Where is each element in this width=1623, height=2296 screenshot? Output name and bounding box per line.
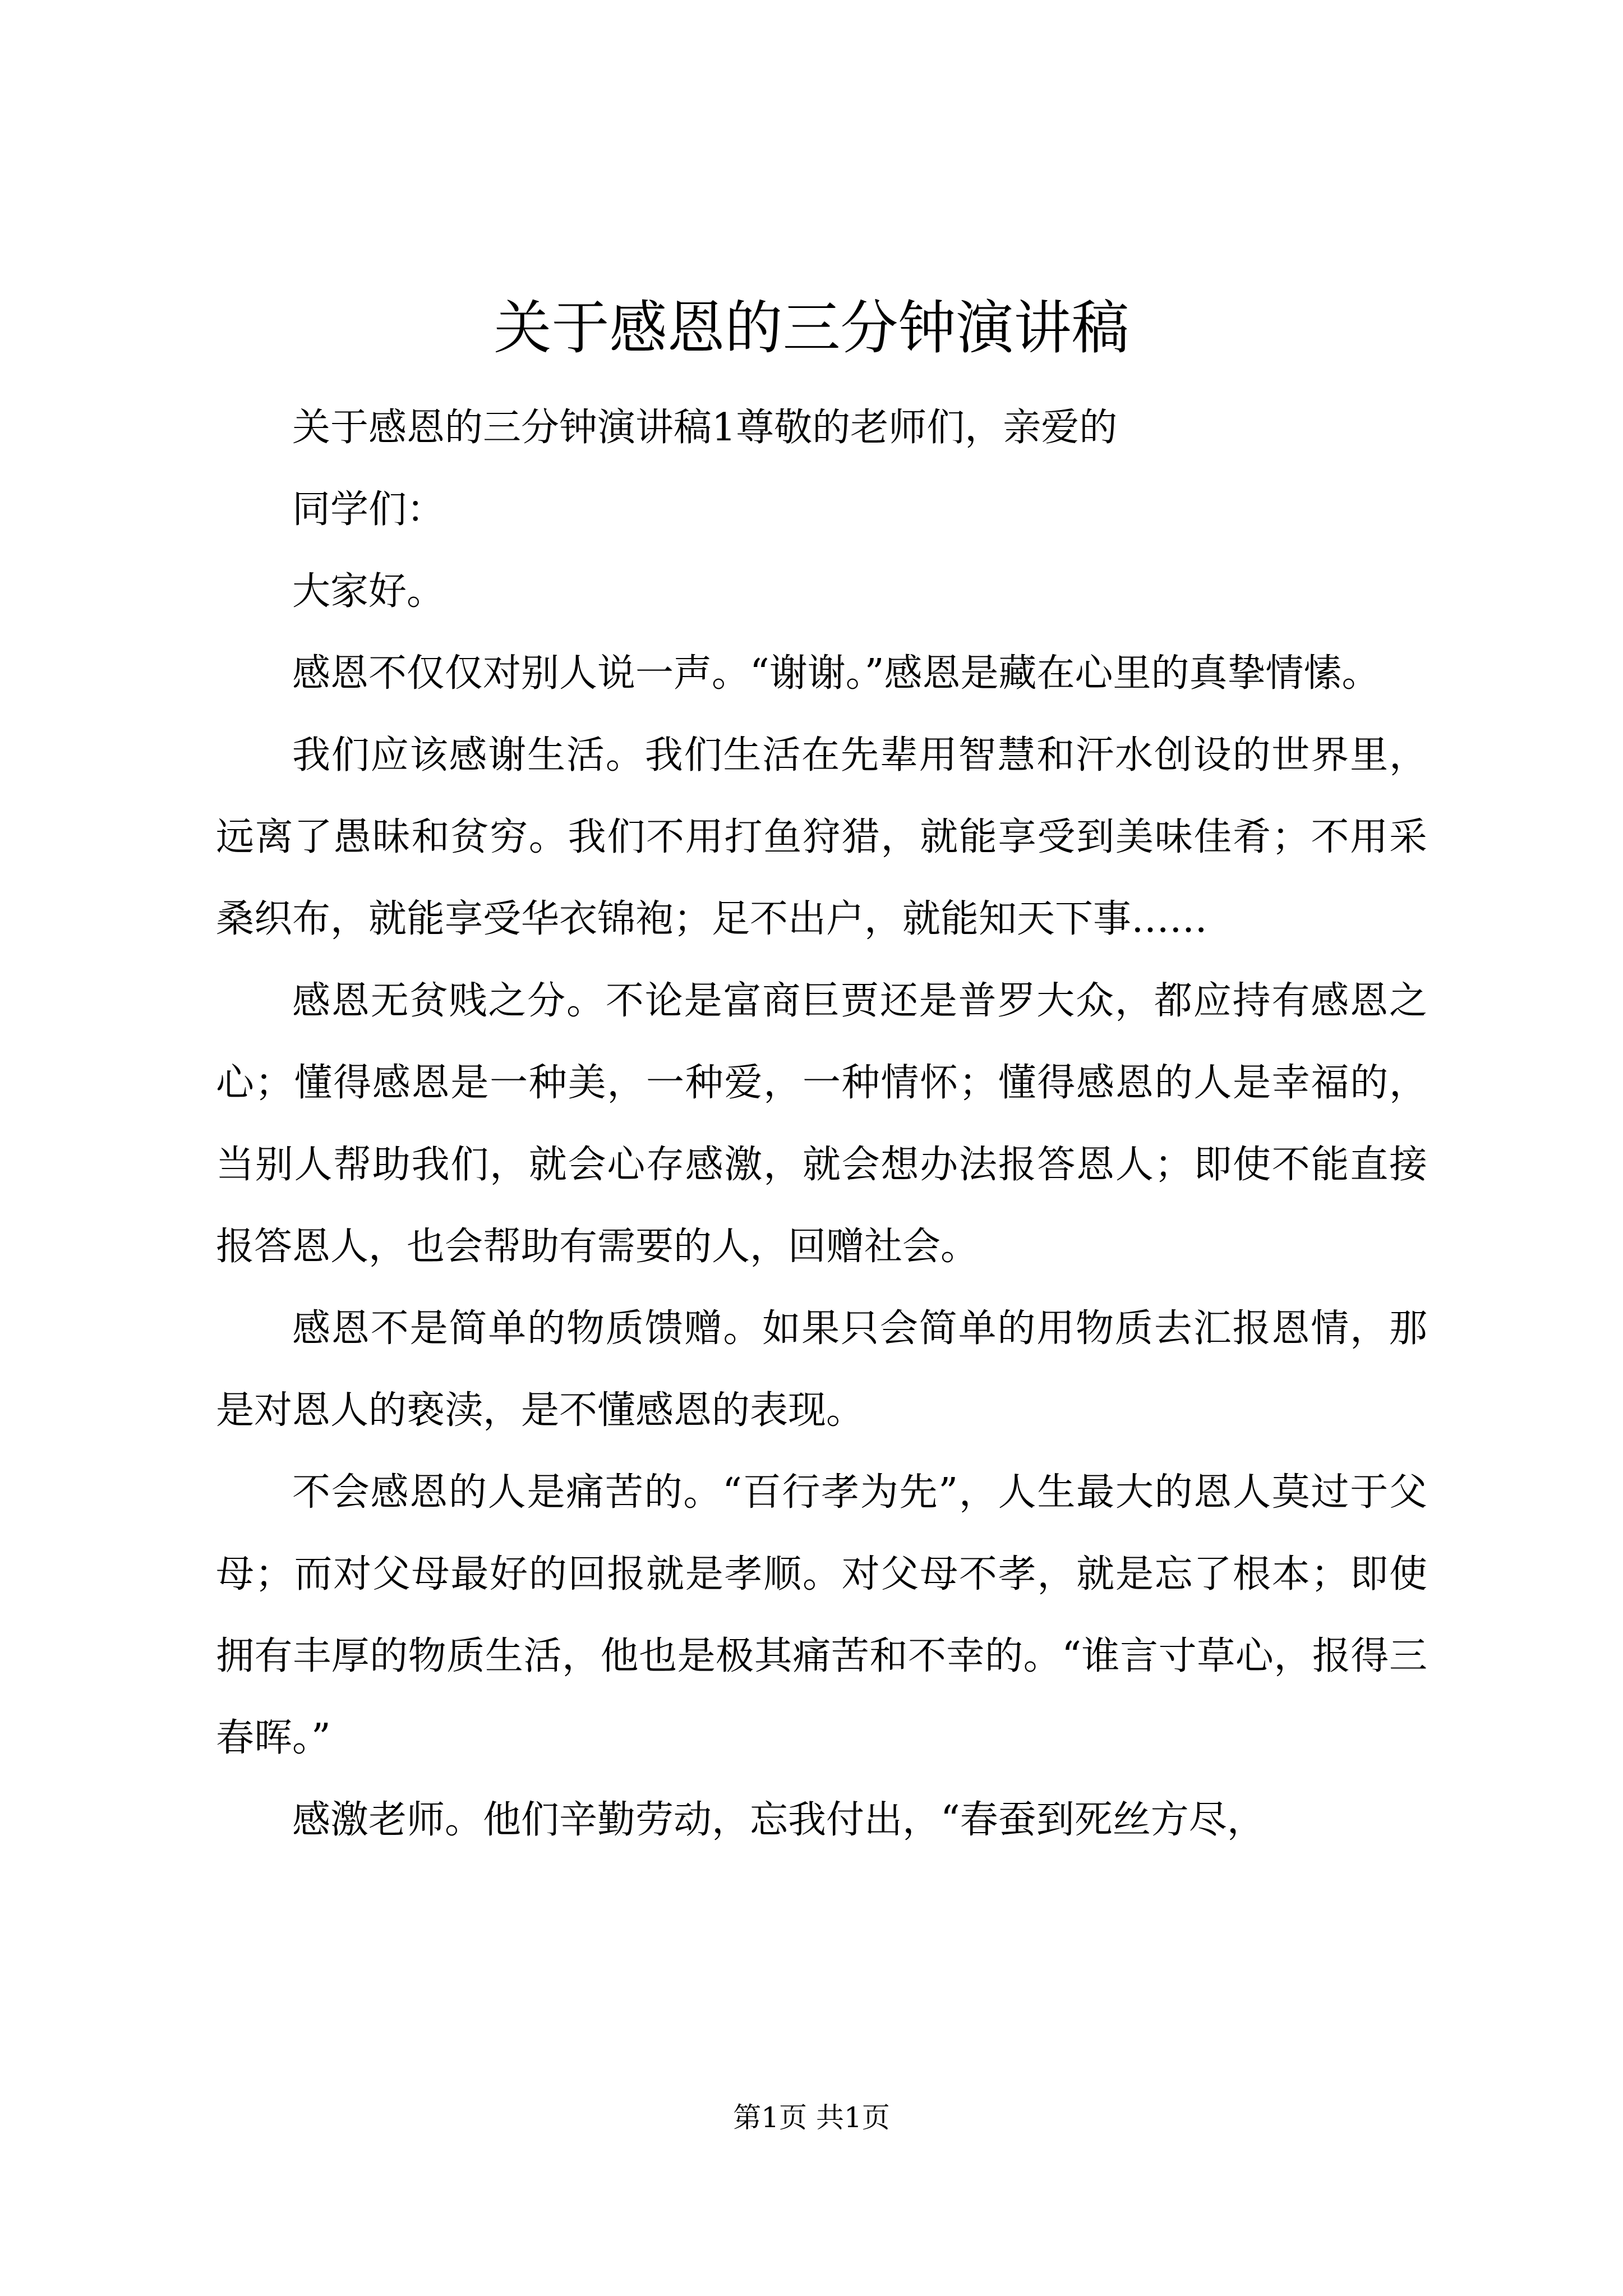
paragraph: 大家好。 — [292, 569, 445, 614]
paragraph: 不会感恩的人是痛苦的。“百行孝为先”，人生最大的恩人莫过于父母；而对父母最好的回报就是孝顺。对父母不孝，就是忘了根本；即使拥有丰厚的物质生活，他也是极其痛苦和不幸的。“谁言寸草心，报得三春晖。” — [216, 1470, 1427, 1760]
paragraph: 感激老师。他们辛勤劳动，忘我付出，“春蚕到死丝方尽， — [292, 1798, 1265, 1842]
paragraph: 关于感恩的三分钟演讲稿1尊敬的老师们，亲爱的 — [292, 406, 1118, 450]
paragraph: 感恩无贫贱之分。不论是富商巨贾还是普罗大众，都应持有感恩之心；懂得感恩是一种美，一种爱，一种情怀；懂得感恩的人是幸福的，当别人帮助我们，就会心存感激，就会想办法报答恩人；即使不能直接报答恩人，也会帮助有需要的人，回赠社会。 — [216, 979, 1427, 1269]
paragraph: 感恩不仅仅对别人说一声。“谢谢。”感恩是藏在心里的真挚情愫。 — [292, 651, 1380, 696]
page-number-footer: 第1页 共1页 — [733, 2101, 890, 2134]
document-title: 关于感恩的三分钟演讲稿 — [494, 295, 1129, 362]
paragraph: 同学们： — [292, 487, 445, 532]
paragraph: 感恩不是简单的物质馈赠。如果只会简单的用物质去汇报恩情，那是对恩人的亵渎，是不懂感恩的表现。 — [216, 1306, 1427, 1433]
paragraph: 我们应该感谢生活。我们生活在先辈用智慧和汗水创设的世界里，远离了愚昧和贫穷。我们不用打鱼狩猎，就能享受到美味佳肴；不用采桑织布，就能享受华衣锦袍；足不出户，就能知天下事…… — [216, 733, 1427, 941]
document-body — [216, 387, 1427, 1861]
